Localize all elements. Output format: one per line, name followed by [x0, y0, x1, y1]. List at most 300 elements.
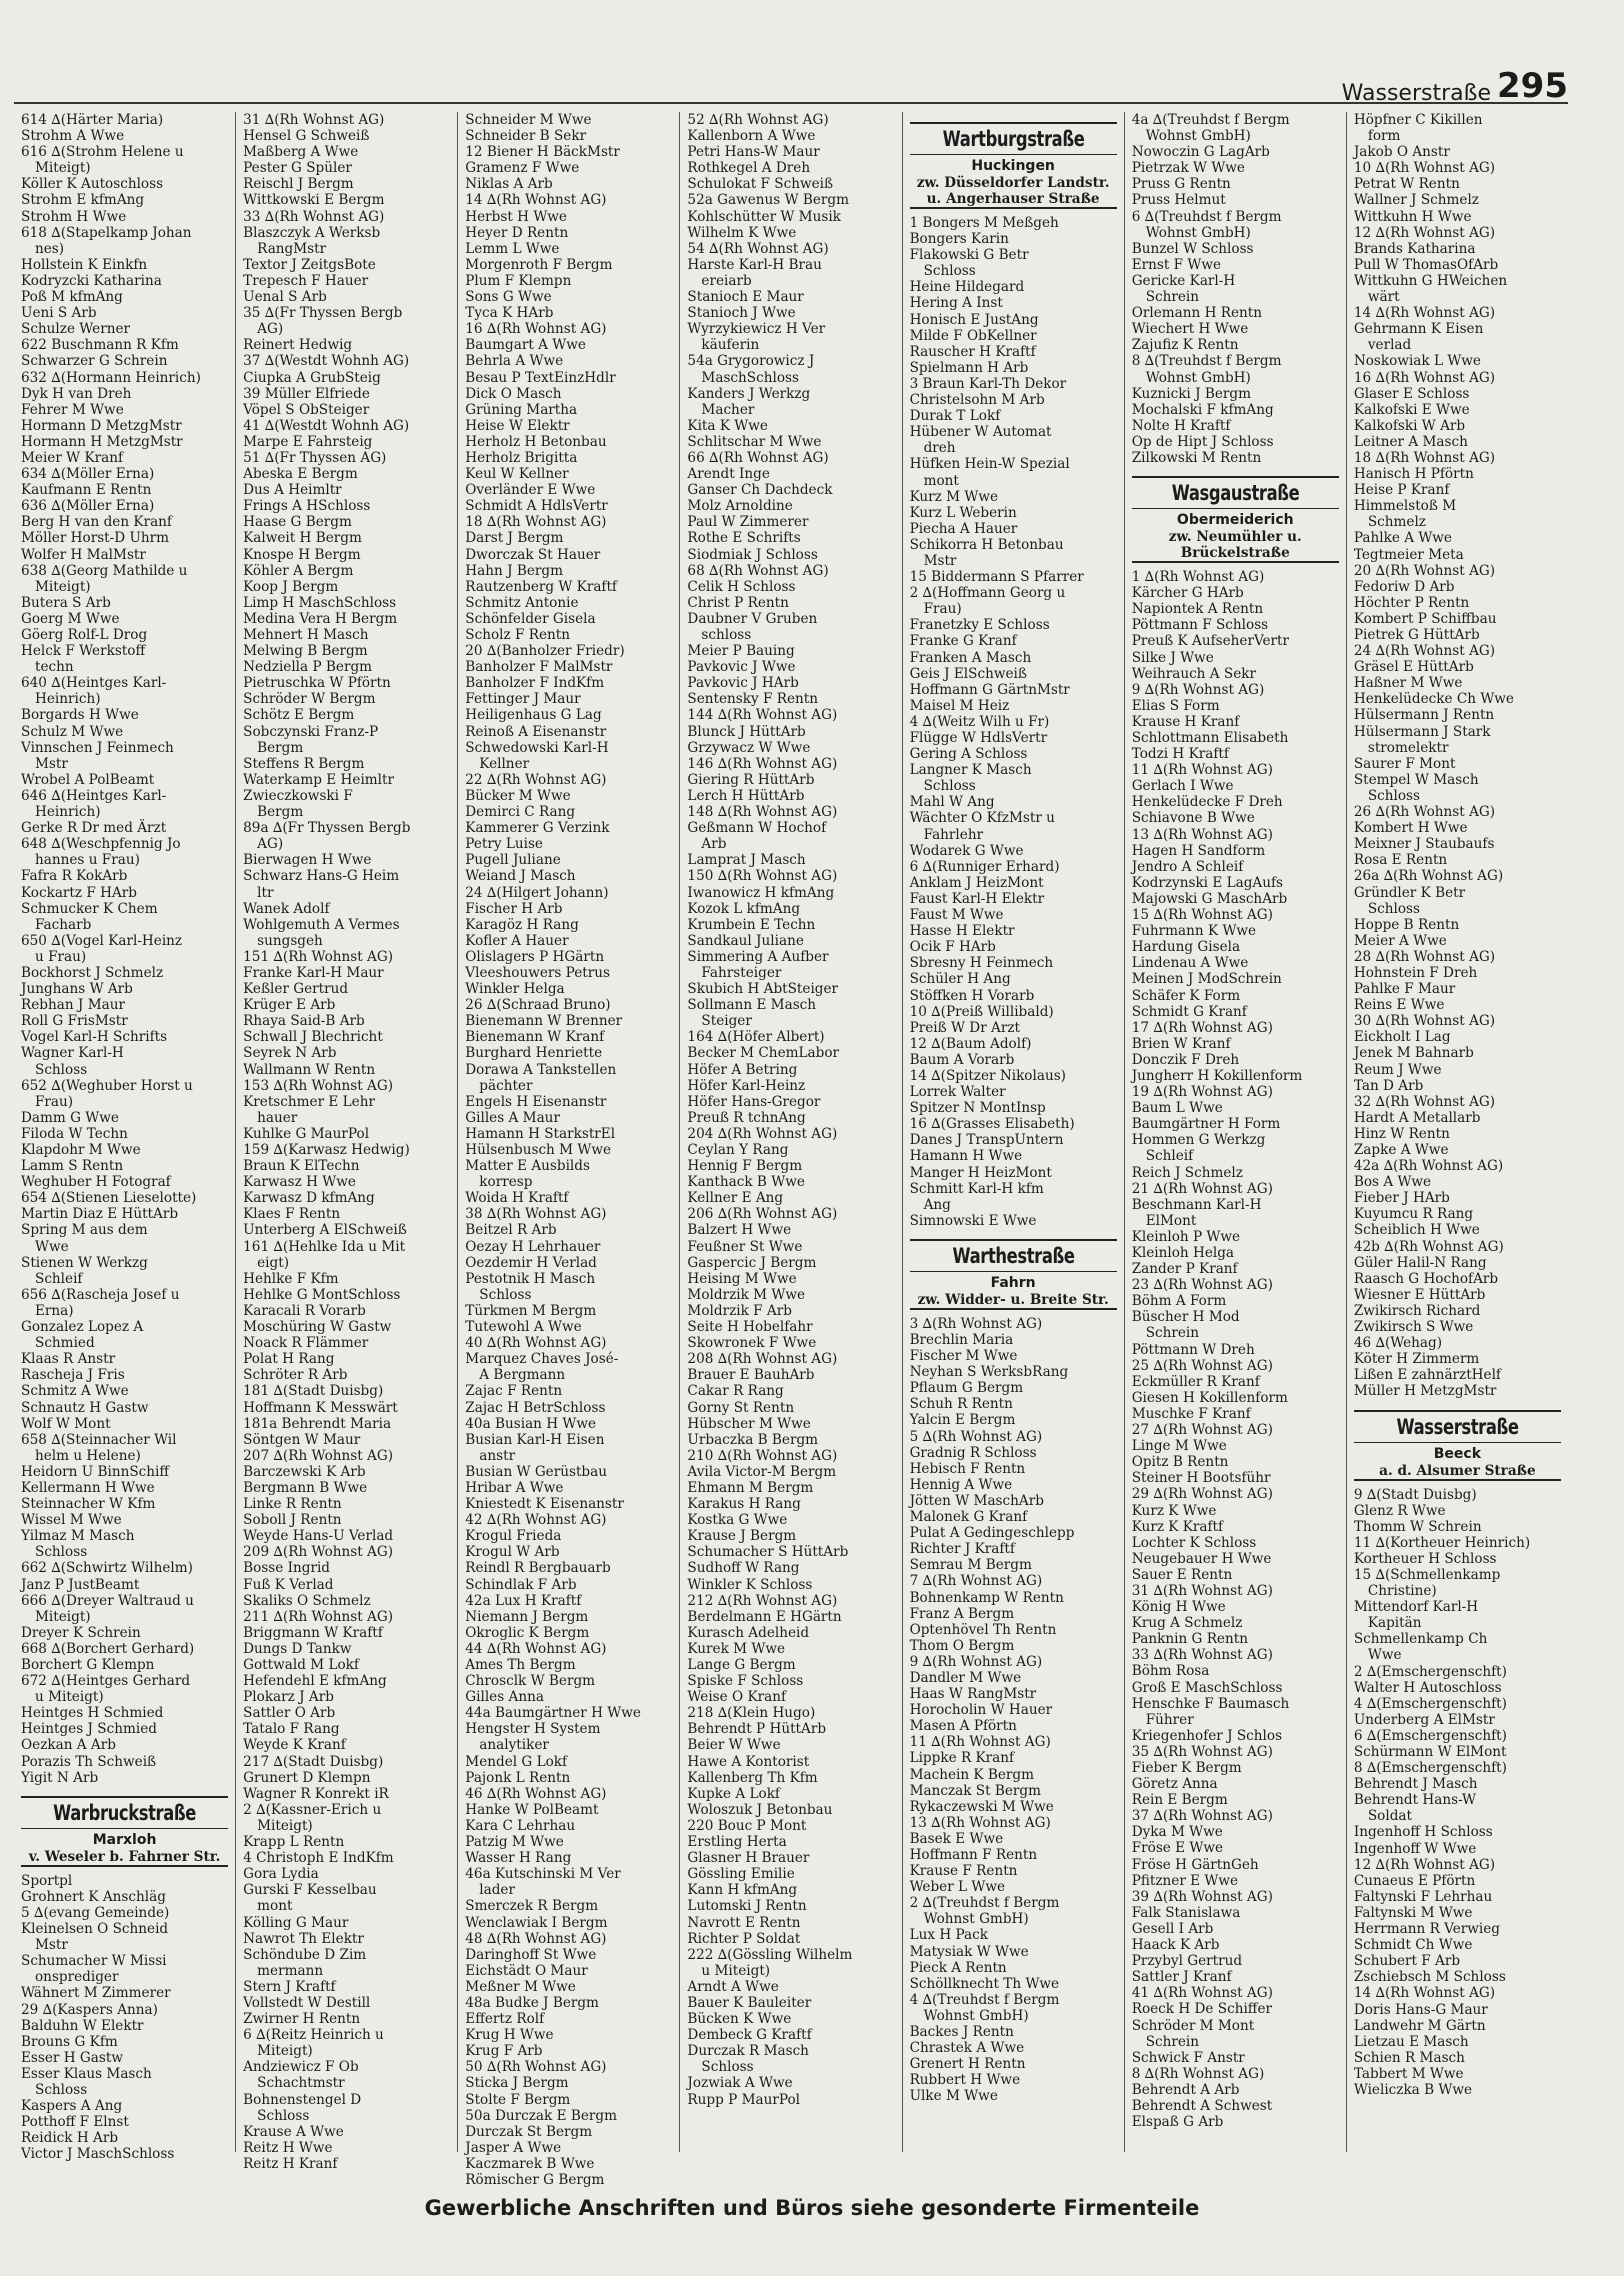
directory-entry: Reidick H Arb	[21, 2130, 119, 2147]
directory-entry: 640 ∆(Heintges Karl-	[21, 675, 167, 692]
directory-entry: 12 ∆(Baum Adolf)	[909, 1035, 1032, 1052]
directory-entry: 207 ∆(Rh Wohnst AG)	[243, 1447, 393, 1464]
directory-entry: 3 Braun Karl-Th Dekor	[909, 375, 1067, 392]
directory-entry: Reum J Wwe	[1353, 1061, 1442, 1078]
directory-entry: Wiesner E HüttArb	[1353, 1286, 1486, 1303]
directory-entry: Ulke M Wwe	[909, 2088, 998, 2105]
directory-column	[1124, 112, 1346, 2152]
directory-entry: 41 ∆(Rh Wohnst AG)	[1131, 1985, 1273, 2002]
directory-entry: Hülsermann J Rentn	[1353, 707, 1495, 724]
directory-entry: Göerg Rolf-L Drog	[21, 627, 148, 643]
directory-entry: Lippke R Kranf	[909, 1750, 1015, 1767]
directory-entry: Hensel G Schweiß	[243, 128, 370, 145]
directory-entry: Gonzalez Lopez A	[21, 1319, 144, 1336]
directory-entry: Hribar A Wwe	[465, 1479, 564, 1496]
directory-entry: Haack K Arb	[1131, 1937, 1220, 1954]
directory-entry: 1 Bongers M Meßgeh	[909, 215, 1059, 231]
directory-entry: Kölling G Maur	[243, 1914, 349, 1931]
directory-entry: Ingenhoff W Wwe	[1353, 1840, 1477, 1857]
directory-entry: Wrobel A PolBeamt	[21, 771, 155, 788]
directory-entry: Preuß K AufseherVertr	[1131, 633, 1290, 650]
directory-entry: 148 ∆(Rh Wohnst AG)	[687, 804, 838, 821]
directory-entry: 89a ∆(Fr Thyssen Bergb	[243, 820, 411, 837]
directory-entry: Schulokat F Schweiß	[687, 176, 834, 193]
directory-entry: Dorawa A Tankstellen	[465, 1061, 617, 1078]
directory-entry: Stanioch J Wwe	[687, 305, 796, 322]
directory-entry: 35 ∆(Rh Wohnst AG)	[1131, 1743, 1273, 1760]
directory-entry: 11 ∆(Rh Wohnst AG)	[909, 1734, 1051, 1751]
directory-entry: Elias S Form	[1131, 697, 1220, 714]
directory-entry: Pestotnik H Masch	[465, 1270, 596, 1287]
directory-entry: Matter E Ausbilds	[465, 1158, 590, 1175]
directory-entry: pächter	[479, 1077, 533, 1094]
directory-entry: Zapke A Wwe	[1353, 1142, 1449, 1158]
directory-entry: Gorny St Rentn	[687, 1399, 795, 1416]
directory-entry: Jasper A Wwe	[465, 2139, 562, 2156]
directory-entry: Schmidt A HdlsVertr	[465, 498, 608, 515]
directory-entry: Unterberg A ElSchweiß	[243, 1222, 407, 1239]
directory-entry: Krause A Wwe	[243, 2123, 344, 2140]
directory-entry: Leitner A Masch	[1353, 433, 1468, 450]
directory-entry: nes)	[35, 240, 65, 257]
directory-entry: Hüfken Hein-W Spezial	[909, 456, 1070, 473]
directory-entry: Rascheja J Fris	[21, 1367, 125, 1384]
directory-entry: A Bergmann	[479, 1367, 566, 1384]
directory-entry: Krause J Bergm	[687, 1528, 797, 1545]
directory-entry: Raasch G HochofArb	[1353, 1270, 1499, 1287]
directory-entry: Meinen J ModSchrein	[1131, 971, 1282, 988]
directory-entry: 204 ∆(Rh Wohnst AG)	[687, 1125, 838, 1142]
directory-entry: Rupp P MaurPol	[687, 2091, 801, 2108]
directory-entry: Janz P JustBeamt	[21, 1576, 140, 1593]
directory-entry: 211 ∆(Rh Wohnst AG)	[243, 1608, 393, 1625]
directory-entry: Flügge W HdlsVertr	[909, 730, 1048, 746]
directory-entry: form	[1367, 128, 1401, 145]
directory-entry: Hübener W Automat	[909, 424, 1052, 441]
directory-entry: Haßner M Wwe	[1353, 675, 1463, 692]
directory-entry: Kodryzcki Katharina	[21, 272, 162, 289]
directory-entry: Melwing B Bergm	[243, 643, 368, 660]
directory-entry: 656 ∆(Rascheja Josef u	[21, 1286, 180, 1303]
directory-entry: Rauscher H Kraftf	[909, 343, 1036, 360]
directory-entry: Behrendt J Masch	[1353, 1776, 1478, 1793]
street-extent: v. Weseler b. Fahrner Str.	[28, 1848, 221, 1865]
directory-entry: Tutewohl A Wwe	[465, 1319, 582, 1336]
directory-entry: Macher	[701, 401, 755, 418]
directory-entry: Miteigt)	[35, 160, 91, 177]
directory-entry: Filoda W Techn	[21, 1125, 128, 1142]
directory-entry: 22 ∆(Rh Wohnst AG)	[465, 771, 607, 788]
directory-entry: 8 ∆(Treuhdst f Bergm	[1131, 353, 1282, 370]
directory-entry: 35 ∆(Fr Thyssen Bergb	[243, 305, 403, 322]
directory-entry: Ames Th Bergm	[465, 1657, 576, 1673]
directory-entry: 209 ∆(Rh Wohnst AG)	[243, 1544, 393, 1561]
directory-entry: Zander P Kranf	[1131, 1261, 1238, 1278]
directory-entry: Lutomski J Rentn	[687, 1898, 807, 1915]
directory-entry: Bos A Wwe	[1353, 1174, 1432, 1191]
directory-entry: Plum F Klempn	[465, 272, 572, 289]
street-name: Warbruckstraße	[53, 1800, 196, 1825]
directory-entry: 16 ∆(Grasses Elisabeth)	[909, 1116, 1075, 1133]
directory-entry: Pöttmann F Schloss	[1131, 617, 1269, 634]
directory-entry: hannes u Frau)	[35, 852, 140, 869]
directory-entry: Blunck J HüttArb	[687, 723, 806, 740]
directory-entry: Wohnst GmbH)	[923, 2007, 1029, 2024]
directory-entry: Ocik F HArb	[909, 939, 996, 956]
directory-entry: Hormann H MetzgMstr	[21, 433, 183, 450]
directory-entry: Dus A Heimltr	[243, 482, 342, 499]
directory-entry: 12 ∆(Rh Wohnst AG)	[1353, 224, 1496, 241]
directory-entry: Möller Horst-D Uhrm	[21, 530, 170, 547]
directory-entry: Berdelmann E HGärtn	[687, 1608, 842, 1625]
directory-entry: Kärcher G HArb	[1131, 585, 1244, 602]
directory-entry: Vöpel S ObSteiger	[243, 401, 370, 418]
directory-entry: 2 ∆(Hoffmann Georg u	[909, 585, 1066, 602]
directory-entry: Piecha A Hauer	[909, 520, 1018, 537]
directory-entry: Wittkuhn G HWeichen	[1353, 272, 1508, 289]
directory-entry: 7 ∆(Rh Wohnst AG)	[909, 1573, 1043, 1590]
directory-entry: Potthoff F Elnst	[21, 2114, 129, 2131]
directory-entry: Ganser Ch Dachdeck	[687, 482, 833, 499]
directory-entry: Woida H Kraftf	[465, 1190, 569, 1207]
directory-entry: Wagner Karl-H	[21, 1045, 124, 1062]
directory-entry: Bergm	[257, 804, 304, 821]
directory-entry: Banholzer F IndKfm	[465, 675, 605, 692]
directory-entry: Schröder W Bergm	[243, 691, 376, 708]
directory-entry: Gilles A Maur	[465, 1109, 560, 1126]
directory-entry: Schüler H Ang	[909, 971, 1011, 988]
directory-entry: Dungs D Tankw	[243, 1640, 352, 1657]
directory-entry: Schien R Masch	[1353, 2049, 1465, 2066]
directory-entry: 159 ∆(Karwasz Hedwig)	[243, 1142, 410, 1158]
directory-entry: Bunzel W Schloss	[1131, 240, 1254, 257]
directory-entry: 218 ∆(Klein Hugo)	[687, 1705, 816, 1722]
directory-entry: Meixner J Staubaufs	[1353, 836, 1495, 853]
directory-entry: Fedoriw D Arb	[1353, 578, 1455, 595]
street-name: Wartburgstraße	[942, 127, 1085, 151]
directory-entry: Meier A Wwe	[1353, 932, 1447, 949]
directory-entry: Thomm W Schrein	[1353, 1518, 1482, 1535]
directory-entry: Trepesch F Hauer	[243, 272, 369, 289]
directory-entry: Heine Hildegard	[909, 279, 1025, 296]
directory-entry: Gericke Karl-H	[1131, 272, 1236, 289]
directory-entry: Pietrek G HüttArb	[1353, 627, 1480, 643]
directory-entry: Rykaczewski M Wwe	[909, 1798, 1054, 1815]
directory-entry: Haase G Bergm	[243, 514, 352, 531]
directory-entry: AG)	[257, 321, 284, 338]
directory-entry: Groß E MaschSchloss	[1131, 1679, 1283, 1696]
directory-entry: Hülsenbusch M Wwe	[465, 1142, 612, 1158]
directory-entry: Kupke A Lokf	[687, 1785, 780, 1802]
directory-entry: Krogul W Arb	[465, 1544, 560, 1561]
directory-entry: Krüger E Arb	[243, 997, 336, 1014]
directory-entry: Gora Lydia	[243, 1866, 319, 1883]
directory-entry: Karagöz H Rang	[465, 916, 579, 933]
directory-entry: 20 ∆(Rh Wohnst AG)	[1353, 562, 1496, 579]
directory-entry: Hoppe B Rentn	[1353, 916, 1460, 933]
directory-entry: Wittkuhn H Wwe	[1353, 208, 1472, 225]
directory-entry: Faust Karl-H Elektr	[909, 890, 1045, 907]
directory-entry: Hoffmann K Messwärt	[243, 1399, 398, 1416]
directory-entry: Schlitschar M Wwe	[687, 433, 822, 450]
directory-entry: Hennig A Wwe	[909, 1476, 1013, 1493]
directory-entry: König H Wwe	[1131, 1599, 1226, 1616]
directory-entry: Spring M aus dem	[21, 1222, 148, 1239]
directory-entry: Spielmann H Arb	[909, 359, 1029, 376]
street-extent: zw. Neumühler u. Brückelstraße	[1168, 529, 1302, 562]
directory-entry: Krogul Frieda	[465, 1528, 562, 1545]
directory-entry: 2 ∆(Emschergenschft)	[1353, 1663, 1507, 1680]
directory-entry: Urbaczka B Bergm	[687, 1431, 819, 1448]
directory-entry: u Miteigt)	[701, 1962, 771, 1979]
directory-entry: Marpe E Fahrsteig	[243, 433, 373, 450]
directory-entry: 9 ∆(Stadt Duisbg)	[1353, 1486, 1477, 1503]
directory-entry: Schwarz Hans-G Heim	[243, 868, 400, 885]
directory-entry: Glenz R Wwe	[1353, 1502, 1446, 1519]
directory-entry: Koop J Bergm	[243, 578, 339, 595]
directory-entry: 650 ∆(Vogel Karl-Heinz	[21, 932, 183, 949]
directory-entry: Schwarzer G Schrein	[21, 353, 168, 370]
directory-entry: Limp H MaschSchloss	[243, 594, 397, 611]
directory-entry: Henkelüdecke Ch Wwe	[1353, 691, 1514, 708]
directory-entry: Dyk H van Dreh	[21, 385, 132, 402]
directory-entry: Hardt A Metallarb	[1353, 1109, 1481, 1126]
directory-entry: 23 ∆(Rh Wohnst AG)	[1131, 1277, 1273, 1294]
directory-entry: Herholz Brigitta	[465, 449, 578, 466]
directory-entry: Daubner V Gruben	[687, 610, 818, 627]
directory-entry: Heintges H Schmied	[21, 1705, 164, 1722]
directory-entry: Pahlke A Wwe	[1353, 530, 1452, 547]
directory-entry: Milde F ObKellner	[909, 327, 1037, 344]
directory-entry: Panknin G Rentn	[1131, 1631, 1248, 1648]
directory-entry: Vogel Karl-H Schrifts	[21, 1029, 168, 1046]
directory-entry: Wähnert M Zimmerer	[21, 1985, 171, 2002]
directory-entry: Semrau M Bergm	[909, 1557, 1032, 1574]
directory-entry: Zajac F Rentn	[465, 1383, 563, 1400]
directory-entry: Behrendt Hans-W	[1353, 1792, 1476, 1809]
directory-entry: Kann H kfmAng	[687, 1882, 798, 1899]
directory-entry: Fischer H Arb	[465, 900, 563, 917]
directory-entry: 4a ∆(Treuhdst f Bergm	[1131, 112, 1290, 128]
directory-entry: Klaas R Anstr	[21, 1351, 116, 1368]
directory-entry: Gründler K Betr	[1353, 884, 1466, 901]
directory-entry: 632 ∆(Hormann Heinrich)	[21, 369, 201, 386]
directory-entry: Wohnst GmbH)	[1145, 369, 1251, 386]
directory-entry: Masen A Pförtn	[909, 1718, 1017, 1735]
directory-entry: Kleinloh P Wwe	[1131, 1228, 1241, 1245]
directory-entry: Fieber J HArb	[1353, 1190, 1450, 1207]
directory-entry: 54 ∆(Rh Wohnst AG)	[687, 240, 829, 257]
directory-entry: Göretz Anna	[1131, 1776, 1218, 1793]
directory-entry: Grunert D Klempn	[243, 1769, 371, 1786]
directory-entry: Vinnschen J Feinmech	[21, 739, 174, 756]
directory-entry: Nowoczin G LagArb	[1131, 144, 1270, 161]
directory-entry: Skowronek F Wwe	[687, 1335, 817, 1352]
directory-entry: Faltynski M Wwe	[1353, 1904, 1473, 1921]
directory-entry: Pflaum G Bergm	[909, 1380, 1024, 1397]
directory-entry: Kurz K Wwe	[1131, 1502, 1217, 1519]
directory-entry: Kaczmarek B Wwe	[465, 2155, 595, 2172]
directory-entry: Arb	[701, 836, 727, 853]
directory-entry: sungsgeh	[257, 932, 323, 949]
directory-entry: 37 ∆(Rh Wohnst AG)	[1131, 1808, 1273, 1825]
directory-entry: Maßberg A Wwe	[243, 144, 359, 161]
directory-entry: Lange G Bergm	[687, 1657, 796, 1673]
directory-entry: Busian Karl-H Eisen	[465, 1431, 605, 1448]
directory-entry: Geßmann W Hochof	[687, 820, 827, 837]
directory-entry: Bauer K Bauleiter	[687, 1994, 812, 2011]
directory-entry: Kozok L kfmAng	[687, 900, 801, 917]
directory-entry: Sattler O Arb	[243, 1705, 336, 1722]
directory-entry: Schneider B Sekr	[465, 128, 587, 145]
directory-entry: Schürmann W ElMont	[1353, 1744, 1507, 1760]
directory-entry: 19 ∆(Rh Wohnst AG)	[1131, 1084, 1273, 1101]
district-name: Fahrn	[910, 1271, 1117, 1292]
directory-entry: Rhaya Said-B Arb	[243, 1013, 365, 1030]
district-name: Huckingen	[910, 154, 1117, 175]
directory-entry: Fuhrmann K Wwe	[1131, 923, 1257, 940]
directory-entry: Jendro A Schleif	[1131, 858, 1244, 875]
directory-entry: Franken A Masch	[909, 649, 1032, 666]
directory-entry: Bienemann W Brenner	[465, 1013, 623, 1030]
directory-entry: Patzig M Wwe	[465, 1834, 564, 1851]
directory-entry: Weiand J Masch	[465, 868, 576, 885]
directory-entry: Wieliczka B Wwe	[1353, 2081, 1473, 2098]
directory-entry: Glasner H Brauer	[687, 1850, 810, 1867]
directory-entry: 41 ∆(Westdt Wohnh AG)	[243, 417, 410, 434]
directory-entry: Pruss G Rentn	[1131, 176, 1231, 193]
directory-entry: Schumacher S HüttArb	[687, 1544, 849, 1561]
directory-entry: Zajac H BetrSchloss	[465, 1399, 606, 1416]
directory-entry: Napiontek A Rentn	[1131, 601, 1264, 618]
directory-column	[14, 112, 235, 2163]
directory-entry: Weyde K Kranf	[243, 1737, 346, 1754]
directory-entry: Hasse H Elektr	[909, 923, 1015, 940]
directory-entry: Schachtmstr	[257, 2075, 345, 2092]
directory-entry: Dyka M Wwe	[1131, 1824, 1223, 1841]
directory-entry: 15 ∆(Schmellenkamp	[1353, 1566, 1501, 1583]
directory-entry: Hübscher M Wwe	[687, 1415, 811, 1432]
directory-entry: Herholz H Betonbau	[465, 433, 607, 450]
directory-entry: 206 ∆(Rh Wohnst AG)	[687, 1206, 838, 1223]
directory-entry: Martin Diaz E HüttArb	[21, 1206, 179, 1223]
directory-entry: 14 ∆(Spitzer Nikolaus)	[909, 1067, 1066, 1084]
directory-entry: Weihrauch A Sekr	[1131, 665, 1256, 682]
directory-entry: Zajufiz K Rentn	[1131, 337, 1239, 354]
directory-entry: Oezkan A Arb	[21, 1737, 116, 1754]
directory-entry: Schulze Werner	[21, 321, 131, 338]
directory-entry: Schloss	[1367, 787, 1421, 804]
directory-entry: 220 Bouc P Mont	[687, 1817, 807, 1834]
directory-entry: Kurz K Kraftf	[1131, 1518, 1224, 1535]
directory-entry: Kuhlke G MaurPol	[243, 1125, 370, 1142]
directory-entry: Reitz H Kranf	[243, 2155, 338, 2172]
directory-entry: Sollmann E Masch	[687, 997, 817, 1014]
directory-entry: Hebisch F Rentn	[909, 1460, 1026, 1477]
directory-entry: 652 ∆(Weghuber Horst u	[21, 1077, 193, 1094]
directory-entry: Zwikirsch S Wwe	[1353, 1319, 1474, 1336]
directory-entry: Wiechert H Wwe	[1131, 321, 1249, 338]
directory-entry: Fuß K Verlad	[243, 1576, 334, 1593]
directory-entry: Wanek Adolf	[243, 900, 330, 917]
directory-entry: 210 ∆(Rh Wohnst AG)	[687, 1447, 838, 1464]
directory-entry: Kapitän	[1367, 1615, 1422, 1632]
directory-entry: Schloss	[923, 263, 976, 280]
directory-entry: u Miteigt)	[35, 1689, 104, 1706]
directory-entry: Donczik F Dreh	[1131, 1051, 1240, 1068]
directory-entry: Grüning Martha	[465, 401, 578, 418]
directory-entry: Pietrzak W Wwe	[1131, 160, 1245, 177]
directory-entry: Jakob O Anstr	[1353, 144, 1450, 161]
directory-entry: Steiner H Bootsführ	[1131, 1470, 1271, 1487]
directory-entry: Miteigt)	[257, 1817, 313, 1834]
directory-entry: Wallmann W Rentn	[243, 1061, 376, 1078]
directory-entry: Schindlak F Arb	[465, 1576, 577, 1593]
directory-entry: Schlottmann Elisabeth	[1131, 730, 1289, 746]
directory-entry: Köller K Autoschloss	[21, 176, 164, 193]
directory-entry: Schrein	[1145, 289, 1200, 306]
directory-entry: Kleinelsen O Schneid	[21, 1921, 169, 1938]
directory-entry: 12 Biener H BäckMstr	[465, 144, 620, 161]
directory-entry: hauer	[257, 1109, 298, 1126]
directory-entry: Petry Luise	[465, 836, 543, 853]
directory-entry: Engels H Eisenanstr	[465, 1093, 607, 1110]
directory-entry: Karwasz D kfmAng	[243, 1190, 375, 1207]
directory-entry: Lamm S Rentn	[21, 1158, 124, 1175]
directory-entry: Machein K Bergm	[909, 1766, 1035, 1783]
directory-entry: Goerg M Wwe	[21, 610, 120, 627]
directory-entry: Himmelstoß M	[1353, 498, 1457, 515]
directory-entry: Krumbein E Techn	[687, 916, 816, 933]
directory-entry: Schönfelder Gisela	[465, 610, 596, 627]
directory-entry: Schnautz H Gastw	[21, 1399, 149, 1416]
directory-entry: 66 ∆(Rh Wohnst AG)	[687, 449, 829, 466]
directory-entry: 8 ∆(Emschergenschft)	[1353, 1760, 1507, 1777]
directory-entry: Wohnst GmbH)	[923, 1911, 1029, 1928]
directory-entry: Wyrzykiewicz H Ver	[687, 321, 826, 338]
directory-column	[902, 112, 1124, 2152]
directory-entry: Kortheuer H Schloss	[1353, 1550, 1497, 1567]
directory-entry: Wohnst GmbH)	[1145, 128, 1251, 145]
directory-entry: Wwe	[35, 1238, 69, 1255]
directory-entry: 6 ∆(Emschergenschft)	[1353, 1727, 1507, 1744]
header-rule	[14, 102, 1568, 104]
street-name: Wasgaustraße	[1171, 481, 1300, 506]
directory-entry: Woloszuk J Betonbau	[687, 1801, 833, 1818]
directory-entry: Morgenroth F Bergm	[465, 256, 613, 273]
directory-entry: Krug A Schmelz	[1131, 1615, 1243, 1632]
directory-entry: Sentensky F Rentn	[687, 691, 819, 708]
directory-entry: wärt	[1367, 289, 1400, 306]
directory-entry: 42a ∆(Rh Wohnst AG)	[1353, 1158, 1504, 1175]
directory-entry: Noack R Flämmer	[243, 1335, 369, 1352]
directory-entry: Muschke F Kranf	[1131, 1405, 1251, 1422]
directory-entry: Henschke F Baumasch	[1131, 1695, 1290, 1712]
directory-entry: 614 ∆(Härter Maria)	[21, 112, 164, 128]
directory-entry: Zilkowski M Rentn	[1131, 449, 1262, 466]
directory-entry: Giering R HüttArb	[687, 771, 815, 788]
directory-entry: Esser H Gastw	[21, 2049, 123, 2066]
directory-entry: 144 ∆(Rh Wohnst AG)	[687, 707, 838, 724]
directory-entry: Elspaß G Arb	[1131, 2114, 1224, 2131]
directory-entry: Oezdemir H Verlad	[465, 1254, 597, 1271]
directory-entry: Lerch H HüttArb	[687, 787, 805, 804]
directory-entry: Textor J ZeitgsBote	[243, 256, 376, 273]
directory-columns	[14, 112, 1568, 2188]
directory-entry: Brouns G Kfm	[21, 2033, 118, 2050]
directory-entry: Pieck A Rentn	[909, 1959, 1007, 1976]
directory-entry: Franke Karl-H Maur	[243, 964, 384, 981]
